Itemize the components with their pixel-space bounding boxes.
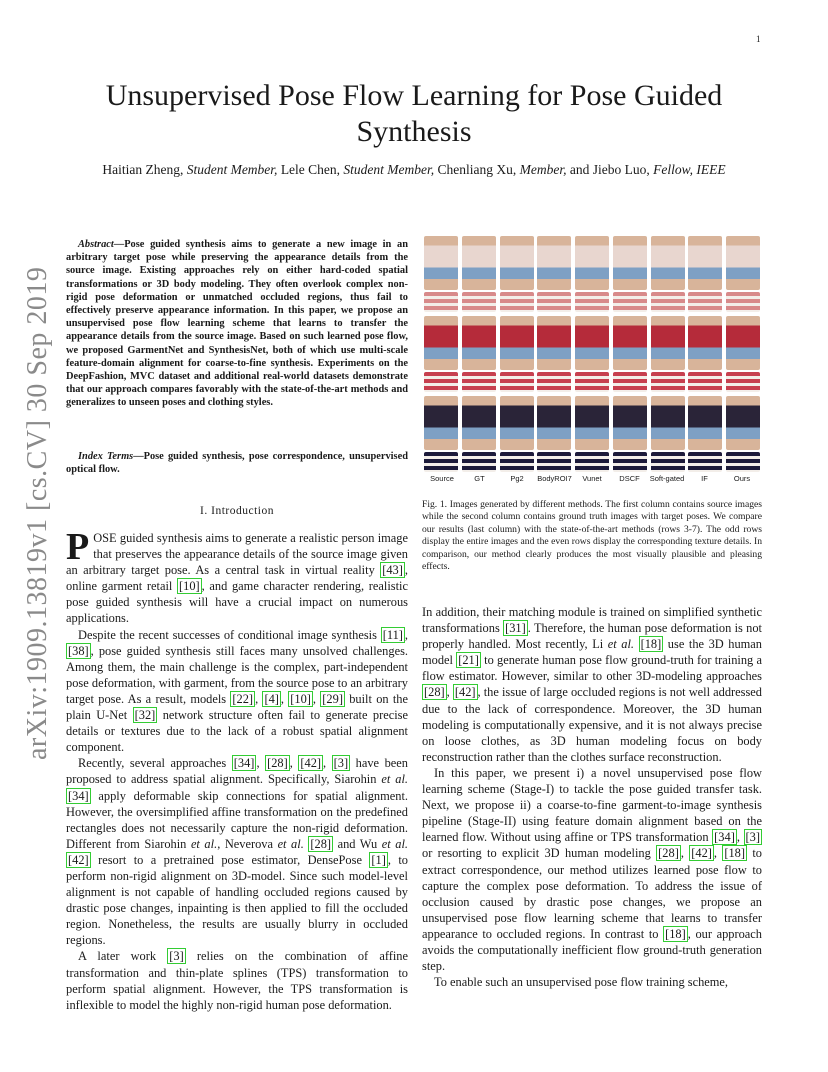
- figure-caption: Fig. 1. Images generated by different methods. The first column contains source images while the second column contains ground truth images with target poses. We compare our results (last column) with the state-of-the-art methods (rows 3-7). The odd rows display the entire images and the even rows display the corresponding texture details. In comparison, our method clearly produces the most visually plausible and pleasing effects.: [422, 499, 762, 573]
- figure-cell: [575, 396, 609, 450]
- drop-cap: P: [66, 526, 90, 568]
- figure-cell: [613, 316, 647, 370]
- index-terms-text: —Pose guided synthesis, pose correspondence, unsupervised optical flow.: [66, 451, 408, 476]
- figure-cell: [575, 236, 609, 290]
- citation-link[interactable]: [28]: [658, 846, 679, 861]
- index-terms-lead: Index Terms: [78, 451, 134, 462]
- figure-cell: [424, 316, 458, 370]
- paragraph: [66, 948, 408, 1012]
- text-run: ,: [255, 691, 263, 706]
- paragraph: [66, 627, 408, 756]
- text-run: et al.: [381, 772, 408, 787]
- abstract-text: —Pose guided synthesis aims to generate a new image in an arbitrary target pose while preserving the appearance details from the source image. Existing approaches rely on either hard-coded spatial transformations or 3D body modeling. They often overlook complex non-rigid pose deformation or unmatched occluded regions, thus fail to effectively preserve appearance information. In this paper, we propose an unsupervised pose flow learning scheme that learns to transfer the appearance details from the source image. Based on such learned pose flow, we proposed GarmentNet and SynthesisNet, both of which use multi-scale feature-domain alignment for coarse-to-fine synthesis. Experiments on the DeepFashion, MVC dataset and additional real-world datasets demonstrate that our approach compares favorably with the state-of-the-art methods and generalizes to unseen poses and clothing styles.: [66, 239, 408, 409]
- figure-cell: [462, 292, 496, 312]
- citation-link[interactable]: [3]: [333, 756, 349, 771]
- column-label: Pg2: [510, 474, 524, 483]
- text-run: In addition, their matching module is trained on simplified synthetic transformations: [422, 605, 762, 636]
- figure-cell: [651, 452, 685, 472]
- author-role: Student Member,: [186, 162, 278, 177]
- text-run: Despite the recent successes of conditional image synthesis: [78, 627, 381, 642]
- text-run: use the 3D human model: [422, 637, 763, 668]
- paper-title: Unsupervised Pose Flow Learning for Pose Guided Synthesis: [105, 79, 723, 148]
- figure-row-texture-detail: [424, 452, 760, 472]
- figure-cell: [613, 236, 647, 290]
- text-run: [634, 637, 639, 651]
- figure-cell: [424, 396, 458, 450]
- figure-cell: [537, 372, 571, 392]
- text-run: Recently, several approaches: [78, 756, 232, 771]
- figure-row-texture-detail: [424, 372, 760, 392]
- text-run: have been proposed to address spatial alignment. Specifically, Siarohin: [66, 756, 408, 787]
- figure-cell: [500, 292, 534, 312]
- paragraph: [66, 755, 408, 948]
- figure-cell: [500, 396, 534, 450]
- figure-cell: [688, 236, 722, 290]
- figure-cell: [651, 396, 685, 450]
- figure-cell: [651, 236, 685, 290]
- citation-link[interactable]: [34]: [68, 788, 89, 803]
- text-run: ,: [736, 830, 744, 845]
- figure-cell: [613, 372, 647, 392]
- page-number: 1: [756, 34, 761, 44]
- text-run: or resorting to explicit 3D human modeling: [422, 846, 657, 861]
- figure-cell: [500, 236, 534, 290]
- citation-link[interactable]: [10]: [179, 579, 200, 594]
- citation-link[interactable]: [10]: [290, 691, 311, 706]
- citation-link[interactable]: [29]: [322, 691, 343, 706]
- author-role: Member,: [519, 162, 567, 177]
- column-label: Ours: [733, 474, 751, 483]
- citation-link[interactable]: [18]: [640, 637, 662, 652]
- figure-cell: [575, 452, 609, 472]
- text-run: et al.: [190, 836, 218, 851]
- text-run: ,: [680, 846, 690, 861]
- text-run: , our approach avoids the computationally inefficient flow ground-truth generation step.: [422, 926, 763, 974]
- figure-cell: [726, 452, 760, 472]
- figure-cell: [462, 236, 496, 290]
- text-run: resort to a pretrained pose estimator, DensePose: [90, 852, 370, 867]
- author-list: [70, 160, 758, 179]
- figure-1-image-grid: [424, 236, 760, 486]
- figure-cell: [424, 372, 458, 392]
- figure-column-labels: [424, 474, 760, 483]
- author-name: Lele Chen,: [280, 162, 341, 177]
- author-name: Chenliang Xu,: [437, 162, 517, 177]
- citation-link[interactable]: [34]: [714, 830, 735, 845]
- figure-cell: [651, 292, 685, 312]
- citation-link[interactable]: [31]: [505, 621, 526, 636]
- text-run: ,: [713, 846, 723, 861]
- citation-link[interactable]: [18]: [665, 926, 686, 941]
- arxiv-stamp: arXiv:1909.13819v1 [cs.CV] 30 Sep 2019: [22, 266, 53, 760]
- text-run: relies on the combination of affine transformation and thin-plate splines (TPS) transformation to perform spatial alignment. However, the TPS transformation is inflexible to model the highly non-rigid human pose deformation.: [66, 949, 408, 1012]
- figure-cell: [613, 292, 647, 312]
- text-run: apply deformable skip connections for spatial alignment. However, the oversimplified affine transformation on the predefined rectangles does not necessarily capture the non-rigid deformation. Different from Siarohin: [66, 788, 408, 851]
- text-run: , and game character rendering, realistic pose guided synthesis will have a crucial impact on numerous applications.: [66, 579, 408, 626]
- citation-link[interactable]: [18]: [724, 846, 746, 861]
- figure-cell: [424, 452, 458, 472]
- text-run: built on the plain U-Net: [66, 691, 409, 723]
- text-run: A later work: [78, 949, 168, 964]
- left-column-body: [66, 526, 409, 1013]
- figure-cell: [537, 396, 571, 450]
- citation-link[interactable]: [34]: [233, 756, 255, 771]
- figure-cell: [462, 396, 496, 450]
- citation-link[interactable]: [11]: [382, 627, 403, 642]
- figure-cell: [575, 316, 609, 370]
- citation-link[interactable]: [43]: [382, 563, 403, 578]
- text-run: , to perform non-rigid alignment on 3D-model. Since such model-level alignment is not capable of handling occluded regions caused by drastic pose changes, inpainting is then applied to fill the occluded region. Nonetheless, the results are usually blurry in occluded regions.: [66, 852, 408, 948]
- text-run: , pose guided synthesis still faces many unsolved challenges. Among them, the main challenge is the complex, part-independent pose deformation, with garment, from the source pose to an arbitrary target pose. As a result, models: [66, 643, 408, 706]
- figure-row-texture-detail: [424, 292, 760, 312]
- figure-cell: [537, 236, 571, 290]
- column-label: BodyROI7: [537, 474, 572, 483]
- column-label: GT: [474, 474, 485, 483]
- citation-link[interactable]: [42]: [300, 756, 322, 771]
- figure-cell: [688, 316, 722, 370]
- text-run: ,: [280, 691, 289, 706]
- figure-cell: [500, 452, 534, 472]
- citation-link[interactable]: [21]: [458, 653, 479, 668]
- citation-link[interactable]: [3]: [745, 830, 760, 845]
- figure-cell: [688, 396, 722, 450]
- figure-cell: [726, 372, 760, 392]
- text-run: In this paper, we present i) a novel unsupervised pose flow learning scheme (Stage-I) to tackle the pose guided transfer task. Next, we propose ii) a coarse-to-fine garment-to-image synthesis pipeline (Stage-II) using feature domain alignment based on the learned flow. Without using affine or TPS transformation: [422, 765, 762, 845]
- paragraph: [422, 974, 762, 990]
- citation-link[interactable]: [1]: [371, 852, 386, 867]
- text-run: ,: [404, 627, 408, 642]
- citation-link[interactable]: [28]: [424, 685, 445, 700]
- figure-cell: [537, 316, 571, 370]
- figure-cell: [462, 316, 496, 370]
- text-run: ,: [446, 685, 453, 700]
- section-heading: I. Introduction: [200, 505, 274, 517]
- figure-cell: [537, 292, 571, 312]
- figure-cell: [726, 236, 760, 290]
- author-role: Fellow, IEEE: [653, 162, 726, 177]
- citation-link[interactable]: [42]: [68, 852, 89, 867]
- figure-row-full-image: [424, 316, 760, 370]
- column-label: Vunet: [582, 474, 602, 483]
- column-label: IF: [701, 474, 708, 483]
- text-run: , online garment retail: [66, 563, 408, 594]
- paragraph: [66, 526, 408, 627]
- figure-cell: [613, 396, 647, 450]
- author-name: Haitian Zheng,: [102, 162, 184, 177]
- figure-cell: [424, 292, 458, 312]
- column-label: Soft-gated: [649, 474, 685, 483]
- figure-cell: [651, 372, 685, 392]
- citation-link[interactable]: [42]: [454, 685, 476, 700]
- figure-cell: [726, 396, 760, 450]
- citation-link[interactable]: [38]: [68, 643, 89, 658]
- text-run: ,: [289, 756, 299, 771]
- text-run: and Wu: [333, 836, 382, 851]
- figure-cell: [726, 292, 760, 312]
- author-name: and Jiebo Luo,: [569, 162, 650, 177]
- text-run: network structure often fail to generate precise details or textures due to the lack of a robust spatial alignment component.: [66, 708, 408, 755]
- paragraph: [422, 604, 762, 765]
- citation-link[interactable]: [22]: [232, 691, 254, 706]
- abstract: [66, 238, 408, 410]
- paragraph: [422, 765, 762, 974]
- abstract-lead: Abstract: [78, 239, 114, 250]
- figure-cell: [575, 292, 609, 312]
- text-run: ,: [256, 756, 266, 771]
- column-label: Source: [430, 474, 454, 483]
- text-run: To enable such an unsupervised pose flow training scheme,: [434, 975, 729, 990]
- text-run: , the issue of large occluded regions is not well addressed due to the lack of correspondence. Moreover, the 3D human modeling is computationally expensive, and it is not always precise on loose clothes, as 3D human modeling focus on body reconstruction rather than the clothes surface reconstruction.: [422, 685, 762, 764]
- text-run: et al.: [607, 637, 635, 652]
- figure-cell: [500, 372, 534, 392]
- figure-cell: [688, 452, 722, 472]
- figure-cell: [462, 372, 496, 392]
- text-run: OSE guided synthesis aims to generate a realistic person image that preserves the appearance details of the source image given an arbitrary target pose. As a central task in virtual reality: [66, 531, 408, 578]
- figure-cell: [688, 372, 722, 392]
- right-column-body: [422, 604, 762, 990]
- citation-link[interactable]: [28]: [310, 836, 332, 851]
- text-run: et al.: [277, 836, 304, 851]
- citation-link[interactable]: [42]: [691, 846, 712, 861]
- text-run: , Neverova: [217, 836, 278, 851]
- citation-link[interactable]: [32]: [134, 708, 156, 723]
- author-role: Student Member,: [343, 162, 435, 177]
- text-run: to extract correspondence, our method utilizes learned pose flow to capture the complex pose deformation. To address the issue of occlusion caused by drastic pose changes, we propose an unsupervised pose flow learning scheme that learns to transfer appearance to occluded regions. In contrast to: [422, 846, 762, 941]
- text-run: et al.: [381, 836, 409, 851]
- figure-cell: [575, 372, 609, 392]
- column-label: DSCF: [619, 474, 640, 483]
- figure-cell: [462, 452, 496, 472]
- figure-cell: [726, 316, 760, 370]
- figure-cell: [651, 316, 685, 370]
- index-terms: [66, 450, 408, 476]
- text-run: ,: [323, 756, 332, 771]
- text-run: to generate human pose flow ground-truth for training a flow estimator. However, similar to other 3D-modeling approaches: [422, 653, 762, 684]
- figure-cell: [613, 452, 647, 472]
- figure-cell: [500, 316, 534, 370]
- figure-row-full-image: [424, 236, 760, 290]
- figure-cell: [688, 292, 722, 312]
- citation-link[interactable]: [28]: [267, 756, 288, 771]
- figure-row-full-image: [424, 396, 760, 450]
- citation-link[interactable]: [4]: [264, 691, 279, 706]
- figure-cell: [424, 236, 458, 290]
- text-run: . Therefore, the human pose deformation is not properly handled. Most recently, Li: [422, 621, 762, 652]
- citation-link[interactable]: [3]: [169, 949, 184, 964]
- figure-cell: [537, 452, 571, 472]
- text-run: ,: [312, 691, 321, 706]
